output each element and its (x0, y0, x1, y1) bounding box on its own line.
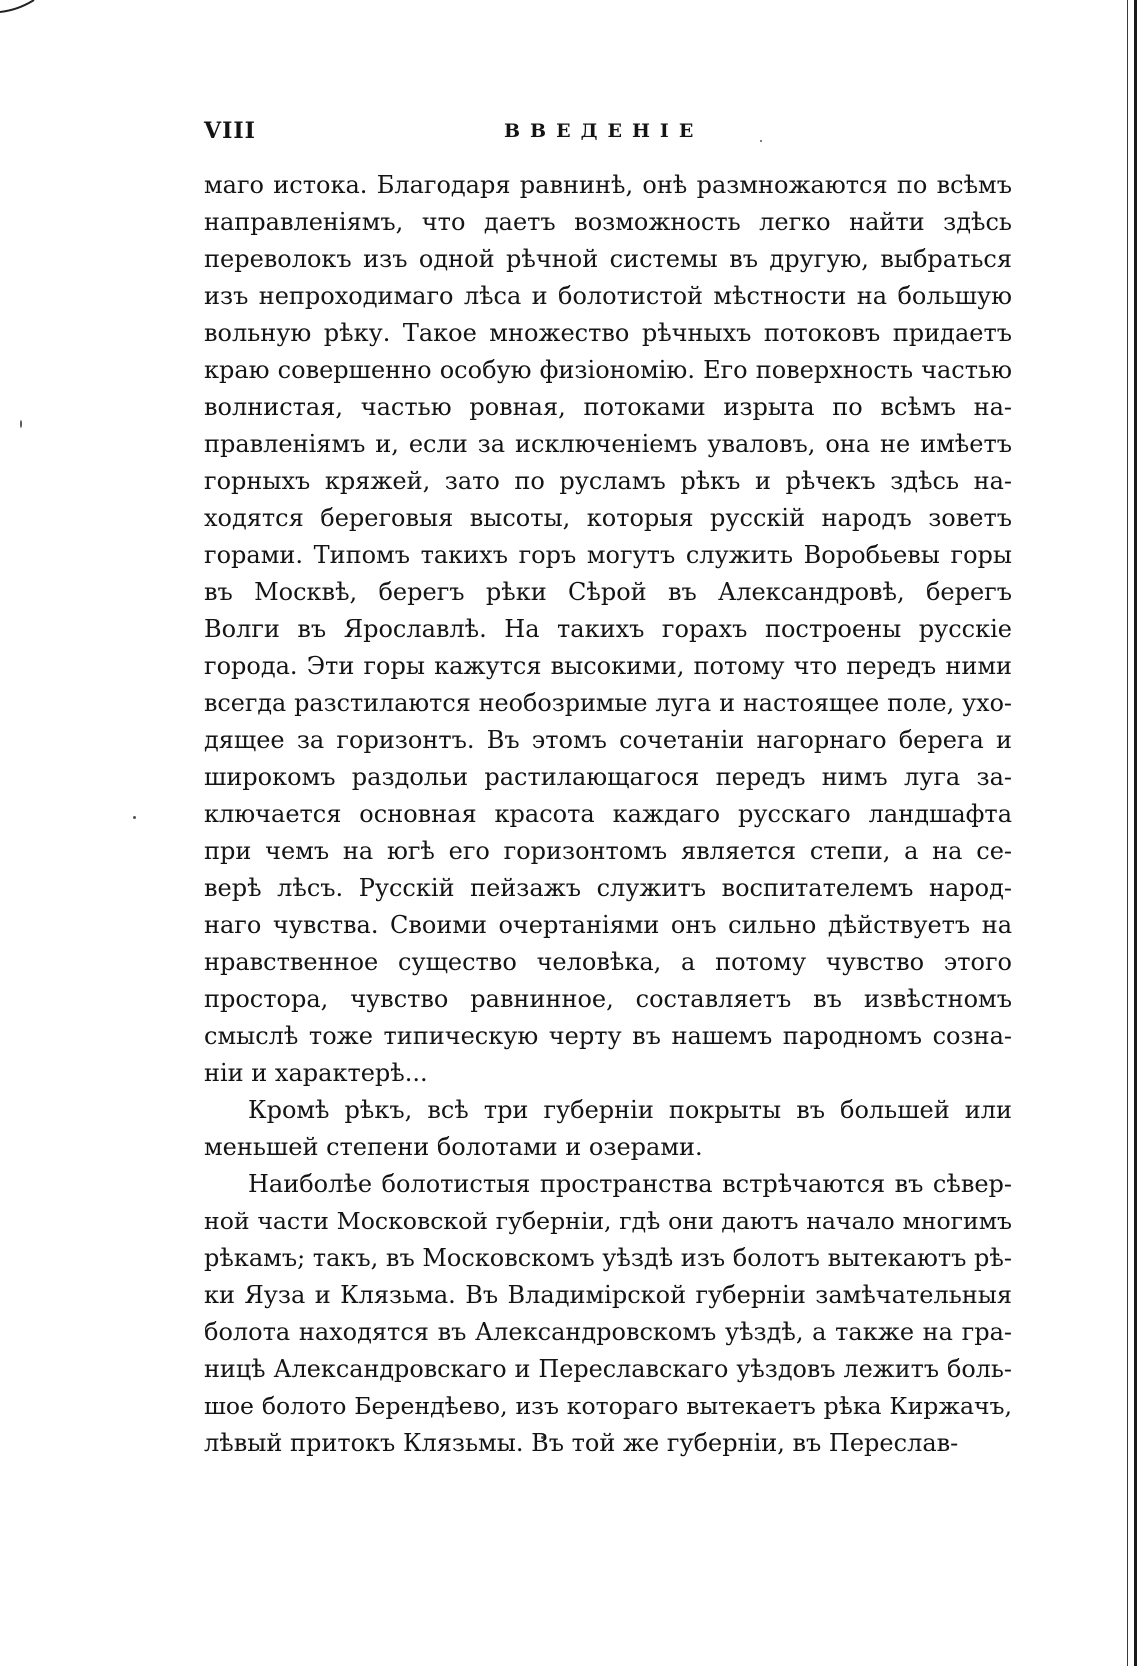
text-line: ницѣ Александровскаго и Переславскаго уѣздовъ лежитъ боль- (204, 1355, 1012, 1383)
scan-speck (20, 420, 22, 428)
text-line: Наиболѣе болотистыя пространства встрѣчаются въ сѣвер- (248, 1170, 1012, 1198)
text-line: нравственное существо человѣка, а потому чувство этого (204, 948, 1012, 976)
text-line: горныхъ кряжей, зато по русламъ рѣкъ и рѣчекъ здѣсь на- (204, 467, 1012, 495)
text-line: горами. Типомъ такихъ горъ могутъ служить Воробьевы горы (204, 541, 1012, 569)
paragraph (204, 1166, 1012, 1462)
text-line: болота находятся въ Александровскомъ уѣздѣ, а также на гра- (204, 1318, 1012, 1346)
text-line: изъ непроходимаго лѣса и болотистой мѣстности на большую (204, 282, 1012, 310)
text-line: переволокъ изъ одной рѣчной системы въ другую, выбраться (204, 245, 1012, 273)
text-line: правленіямъ и, если за исключеніемъ уваловъ, она не имѣетъ (204, 430, 1012, 458)
text-line: краю совершенно особую физіономію. Его поверхность частью (204, 356, 1012, 384)
text-line: ходятся береговыя высоты, которыя русскій народъ зоветъ (204, 504, 1012, 532)
text-line: Волги въ Ярославлѣ. На такихъ горахъ построены русскіе (204, 615, 1012, 643)
text-line: вольную рѣку. Такое множество рѣчныхъ потоковъ придаетъ (204, 319, 1012, 347)
text-line: наго чувства. Своими очертаніями онъ сильно дѣйствуетъ на (204, 911, 1012, 939)
text-line: въ Москвѣ, берегъ рѣки Сѣрой въ Александровѣ, берегъ (204, 578, 1012, 606)
text-line: ніи и характерѣ... (204, 1059, 428, 1087)
paragraph (204, 167, 1012, 1092)
pen-stroke-mark (0, 0, 40, 14)
body-text (204, 167, 1012, 1462)
scan-edge-shadow (1134, 0, 1137, 1666)
text-line: при чемъ на югѣ его горизонтомъ является степи, а на се- (204, 837, 1012, 865)
text-line: меньшей степени болотами и озерами. (204, 1133, 703, 1161)
page-number: VIII (204, 118, 256, 144)
paragraph (204, 1092, 1012, 1166)
text-line: маго истока. Благодаря равнинѣ, онѣ размножаются по всѣмъ (204, 171, 1012, 199)
scan-speck (133, 816, 136, 819)
text-line: дящее за горизонтъ. Въ этомъ сочетаніи нагорнаго берега и (204, 726, 1012, 754)
scan-edge-line (1127, 0, 1128, 1666)
text-line: простора, чувство равнинное, составляетъ въ извѣстномъ (204, 985, 1012, 1013)
text-line: волнистая, частью ровная, потоками изрыта по всѣмъ на- (204, 393, 1012, 421)
text-line: ключается основная красота каждаго русскаго ландшафта (204, 800, 1012, 828)
text-line: Кромѣ рѣкъ, всѣ три губерніи покрыты въ большей или (248, 1096, 1012, 1124)
running-head: ВВЕДЕНІЕ (504, 120, 704, 142)
text-line: смыслѣ тоже типическую черту въ нашемъ пародномъ созна- (204, 1022, 1012, 1050)
text-line: направленіямъ, что даетъ возможность легко найти здѣсь (204, 208, 1012, 236)
text-line: широкомъ раздольи растилающагося передъ нимъ луга за- (204, 763, 1012, 791)
text-line: ки Яуза и Клязьма. Въ Владимірской губерніи замѣчательныя (204, 1281, 1012, 1309)
text-line: ной части Московской губерніи, гдѣ они даютъ начало многимъ (204, 1207, 1012, 1235)
text-line: рѣкамъ; такъ, въ Московскомъ уѣздѣ изъ болотъ вытекаютъ рѣ- (204, 1244, 1012, 1272)
text-line: всегда разстилаются необозримые луга и настоящее поле, ухо- (204, 689, 1012, 717)
page-header (204, 118, 1014, 150)
text-line: города. Эти горы кажутся высокими, потому что передъ ними (204, 652, 1012, 680)
text-line: верѣ лѣсъ. Русскій пейзажъ служитъ воспитателемъ народ- (204, 874, 1012, 902)
text-line: шое болото Берендѣево, изъ котораго вытекаетъ рѣка Киржачъ, (204, 1392, 1012, 1420)
text-line: лѣвый притокъ Клязьмы. Въ той же губерніи, въ Переслав- (204, 1429, 959, 1457)
